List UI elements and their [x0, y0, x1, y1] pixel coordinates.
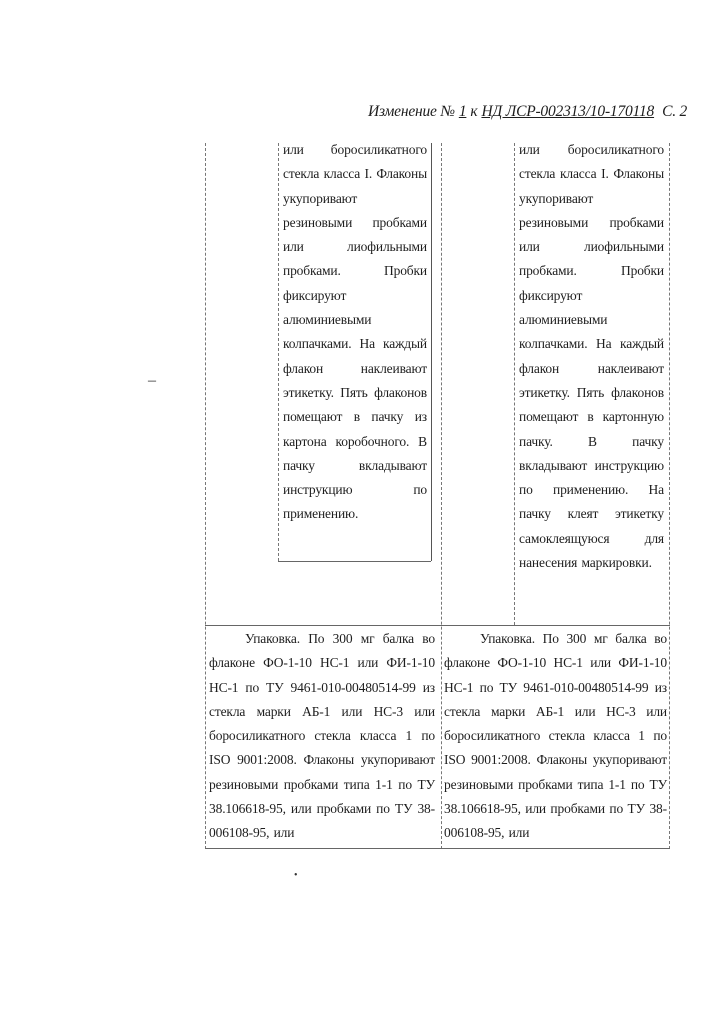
lower-right-text: Упаковка. По 300 мг балка во флаконе ФО-1-10 НС-1 или ФИ-1-10 НС-1 по ТУ 9461-010-00480514-99 из стекла марки АБ-1 или НС-3 или боросиликатного стекла класса 1 по ISO 9001:2008. Флаконы укупоривают резиновыми пробками типа 1-1 по ТУ 38.106618-95, или пробками по ТУ 38-006108-95, или — [444, 631, 667, 841]
column-divider-rule — [441, 143, 442, 849]
table-bottom-rule — [205, 848, 670, 849]
upper-left-cell-bottom-rule — [278, 561, 431, 562]
header-prefix: Изменение № — [368, 103, 455, 120]
header-change-number: 1 — [458, 103, 467, 120]
upper-left-cell-right-rule — [431, 143, 432, 561]
lower-right-cell — [444, 627, 667, 846]
header-k: к — [470, 103, 478, 120]
upper-left-cell-left-rule — [278, 143, 279, 561]
upper-left-cell — [283, 138, 427, 527]
row-divider-rule — [205, 625, 670, 626]
scan-mark-dash: ‒ — [148, 372, 156, 389]
lower-left-text: Упаковка. По 300 мг балка во флаконе ФО-1-10 НС-1 или ФИ-1-10 НС-1 по ТУ 9461-010-00480514-99 из стекла марки АБ-1 или НС-3 или боросиликатного стекла класса 1 по ISO 9001:2008. Флаконы укупоривают резиновыми пробками типа 1-1 по ТУ 38.106618-95, или пробками по ТУ 38-006108-95, или — [209, 631, 435, 841]
table-rule-left — [205, 143, 206, 849]
header-page-number: С. 2 — [662, 103, 688, 120]
scan-mark-dot: • — [294, 870, 298, 881]
upper-right-cell-left-rule — [514, 143, 515, 625]
lower-left-cell — [209, 627, 435, 846]
table-rule-right — [669, 143, 670, 849]
page-header — [368, 103, 688, 125]
header-document-code: НД ЛСР-002313/10-170118 — [481, 103, 655, 120]
upper-left-text: или боросиликатного стекла класса I. Флаконы укупоривают резиновыми пробками или лиофильными пробками. Пробки фиксируют алюминиевыми колпачками. На каждый флакон наклеивают этикетку. Пять флаконов помещают в пачку из картона коробочного. В пачку вкладывают инструкцию по применению. — [283, 142, 427, 522]
upper-right-text: или боросиликатного стекла класса I. Флаконы укупоривают резиновыми пробками или лиофильными пробками. Пробки фиксируют алюминиевыми колпачками. На каждый флакон наклеивают этикетку. Пять флаконов помещают в картонную пачку. В пачку вкладывают инструкцию по применению. На пачку клеят этикетку самоклеящуюся для нанесения маркировки. — [519, 142, 664, 571]
upper-right-cell — [519, 138, 664, 575]
